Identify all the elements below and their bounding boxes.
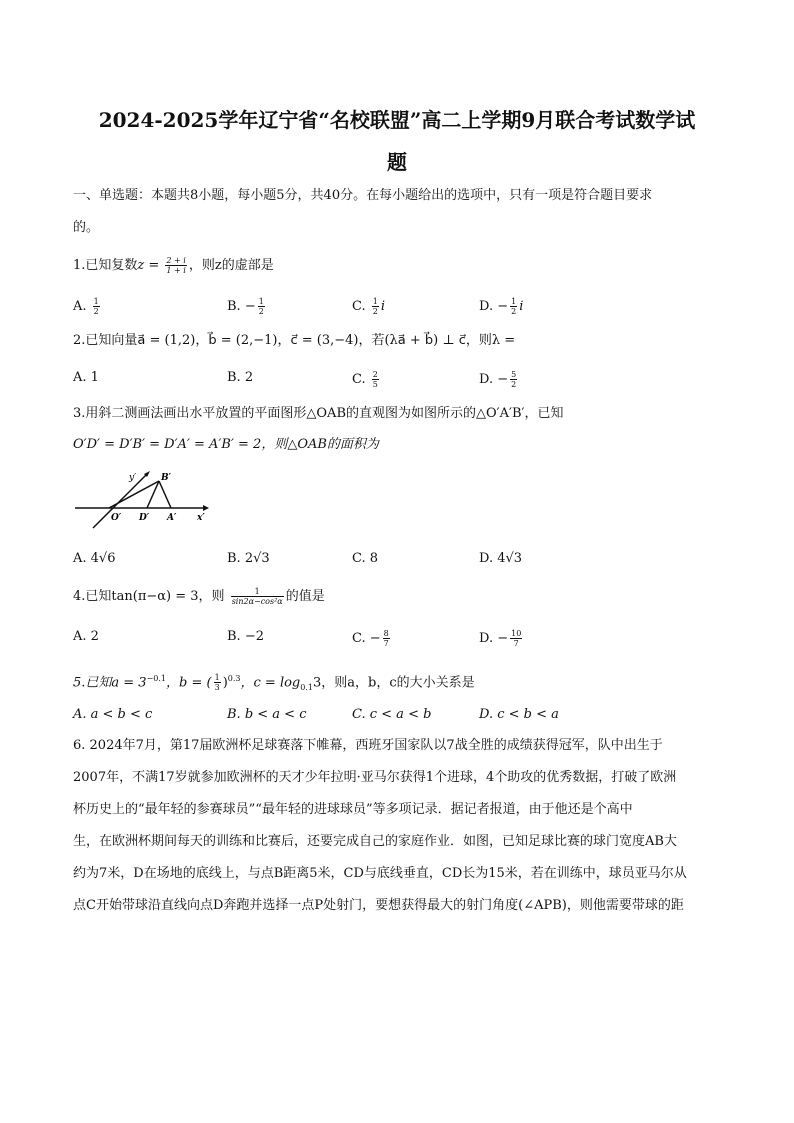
label-x: x′ (197, 513, 205, 523)
question-6 (73, 730, 723, 922)
q5-b-frac (214, 673, 221, 692)
q2-option-d-label: D. − (479, 372, 509, 387)
q1-option-a-frac (93, 297, 100, 316)
q4-c-den: 7 (383, 639, 389, 648)
q6-line-6: 点C开始带球沿直线向点D奔跑并选择一点P处射门，要想获得最大的射门角度(∠APB)，则他需要带球的距 (73, 898, 684, 913)
q2-option-d-frac (510, 370, 517, 389)
q1-option-a-label: A. (73, 299, 87, 314)
q4-option-a: A. 2 (73, 629, 99, 644)
question-3-line1: 3.用斜二测画法画出水平放置的平面图形△OAB的直观图为如图所示的△O′A′B′，已知 (73, 406, 564, 421)
q5-b-text: ，b = ( (166, 675, 212, 691)
section-instructions-line1: 一、单选题：本题共8小题，每小题5分，共40分。在每小题给出的选项中，只有一项是符合题目要求 (73, 188, 653, 203)
q6-line-3: 杯历史上的“最年轻的参赛球员”“最年轻的进球球员”等多项记录．据记者报道，由于他还是个高中 (73, 802, 633, 817)
q1-a-den: 2 (93, 307, 99, 316)
q1-d-i: i (519, 299, 524, 314)
q4-option-c-frac (383, 629, 390, 648)
q1-d-den: 2 (511, 307, 517, 316)
q1-option-b (227, 297, 267, 316)
label-b: B′ (161, 473, 171, 483)
q2-option-c-label: C. (352, 372, 366, 387)
oblique-triangle-diagram (73, 466, 213, 536)
q4-c-num: 8 (383, 629, 389, 638)
q1-fraction (165, 256, 186, 275)
q1-prefix: 1.已知复数 (73, 258, 138, 273)
q3-option-d: D. 4√3 (479, 551, 523, 566)
q5-c-sub: 0.1 (300, 682, 313, 692)
q6-line-4: 生，在欧洲杯期间每天的训练和比赛后，还要完成自己的家庭作业．如图，已知足球比赛的球门宽度AB大 (73, 834, 677, 849)
q1-option-c-frac (372, 297, 379, 316)
q1-option-b-label: B. − (227, 299, 256, 314)
q5-b-exp: 0.3 (227, 674, 241, 683)
q2-d-num: 5 (511, 370, 517, 379)
question-1 (73, 256, 274, 275)
question-5 (73, 671, 475, 696)
exam-title-line1: 2024-2025学年辽宁省“名校联盟”高二上学期9月联合考试数学试 (98, 108, 696, 132)
q6-line-5: 约为7米，D在场地的底线上，与点B距离5米，CD与底线垂直，CD长为15米，若在训练中，球员亚马尔从 (73, 866, 687, 881)
q4-option-d-frac (510, 629, 522, 648)
q5-a-text: 5.已知a = 3 (73, 675, 147, 691)
q5-b-num: 1 (214, 673, 220, 683)
q1-fraction-den: 1 + i (166, 266, 186, 275)
q2-option-b: B. 2 (227, 370, 254, 385)
q4-fraction-num: 1 (231, 587, 284, 597)
question-3-line2: O′D′ = D′B′ = D′A′ = A′B′ = 2，则△OAB的面积为 (73, 437, 379, 452)
section-instructions-line2: 的。 (73, 220, 100, 235)
q1-b-num: 1 (258, 297, 264, 306)
q5-option-a: A. a < b < c (73, 707, 153, 722)
q3-option-c: C. 8 (352, 551, 379, 566)
q2-option-c-frac (372, 370, 379, 389)
segment-ba (159, 481, 171, 508)
exam-title-line2: 题 (387, 150, 407, 174)
q1-b-den: 2 (258, 307, 264, 316)
q4-d-den: 7 (513, 639, 519, 648)
q1-d-num: 1 (511, 297, 517, 306)
q5-b-den: 3 (214, 683, 220, 693)
q4-option-c (352, 629, 392, 648)
q2-c-den: 5 (372, 380, 378, 389)
q4-option-b: B. −2 (227, 629, 264, 644)
q1-option-d-label: D. − (479, 299, 509, 314)
q1-option-c-label: C. (352, 299, 366, 314)
q2-d-den: 2 (511, 380, 517, 389)
q2-c-num: 2 (372, 370, 378, 379)
q5-b-close: ) (222, 675, 228, 691)
q1-c-den: 2 (372, 307, 378, 316)
q1-a-num: 1 (93, 297, 99, 306)
label-d: D′ (139, 513, 150, 523)
q5-option-c: C. c < a < b (352, 707, 432, 722)
label-o: O′ (111, 513, 122, 523)
q2-option-a: A. 1 (73, 370, 99, 385)
q5-option-b: B. b < a < c (227, 707, 307, 722)
q3-option-a: A. 4√6 (73, 551, 116, 566)
q6-line-1: 6. 2024年7月，第17届欧洲杯足球赛落下帷幕，西班牙国家队以7战全胜的成绩获得冠军，队中出生于 (73, 738, 663, 753)
x-axis-arrow (203, 505, 209, 511)
q1-c-num: 1 (372, 297, 378, 306)
q1-option-a (73, 297, 102, 316)
segment-ob (109, 481, 159, 508)
q1-c-i: i (380, 299, 386, 314)
q1-option-d-frac (510, 297, 517, 316)
question-4 (73, 587, 325, 606)
q5-a-exp: −0.1 (146, 674, 167, 683)
label-y: y′ (129, 473, 137, 483)
label-a: A′ (167, 513, 177, 523)
q1-fraction-num: 2 + i (166, 256, 186, 265)
q4-fraction (231, 587, 284, 606)
q4-fraction-den: sin2α−cos²α (231, 597, 283, 606)
q5-end: 3，则a，b，c的大小关系是 (312, 675, 475, 691)
question-2: 2.已知向量a⃗ = (1,2)，b⃗ = (2,−1)，c⃗ = (3,−4)，若(λa⃗ + b⃗) ⊥ c⃗，则λ = (73, 333, 516, 348)
q2-option-c (352, 370, 381, 389)
q4-option-c-label: C. − (352, 631, 381, 646)
q4-option-d-label: D. − (479, 631, 509, 646)
q1-suffix: ，则z的虚部是 (188, 258, 274, 273)
q1-option-d (479, 297, 523, 316)
q3-option-b: B. 2√3 (227, 551, 270, 566)
q5-c-text: ，c = log (240, 675, 301, 691)
q5-option-d: D. c < b < a (479, 707, 559, 722)
q4-suffix: 的值是 (285, 589, 325, 604)
q1-z: z = (137, 258, 160, 273)
q2-option-d (479, 370, 519, 389)
q6-line-2: 2007年，不满17岁就参加欧洲杯的天才少年拉明·亚马尔获得1个进球，4个助攻的优秀数据，打破了欧洲 (73, 770, 677, 785)
q4-d-num: 10 (511, 629, 522, 638)
q4-prefix: 4.已知tan(π−α) = 3，则 (73, 589, 225, 604)
q4-option-d (479, 629, 524, 648)
q1-option-c (352, 297, 385, 316)
q1-option-b-frac (258, 297, 265, 316)
